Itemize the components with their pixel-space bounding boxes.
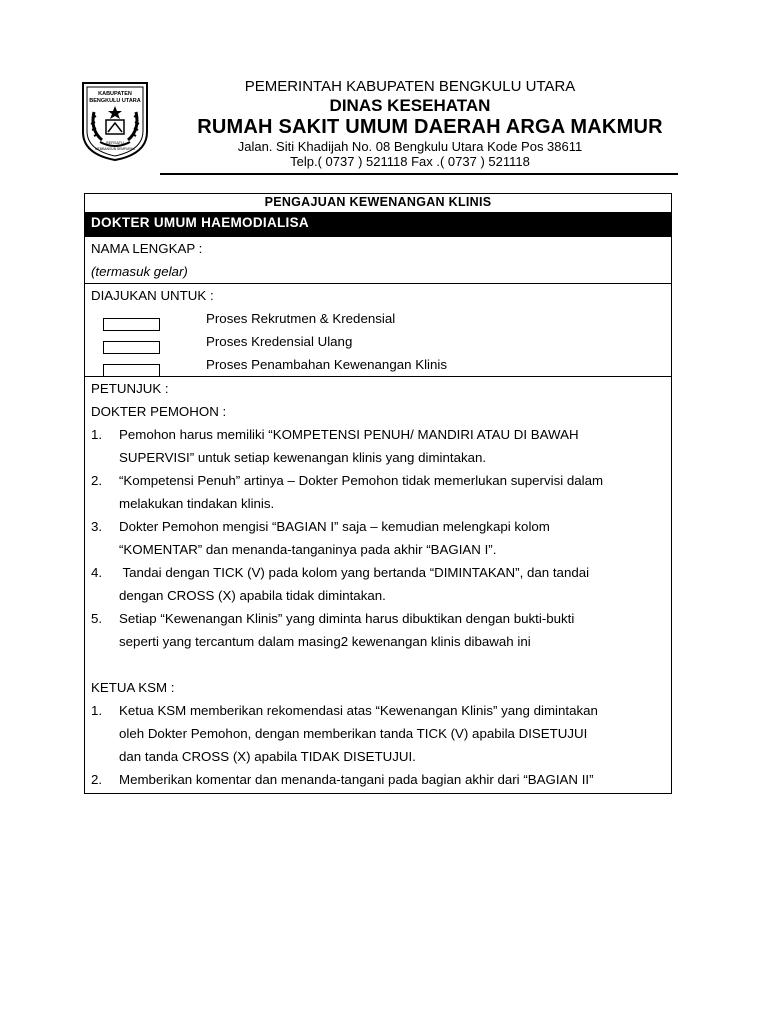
item-number: 1.: [91, 427, 103, 442]
submission-purpose-section: [85, 283, 671, 376]
address: Jalan. Siti Khadijah No. 08 Bengkulu Utara Kode Pos 38611: [237, 139, 583, 154]
instruction-line: SUPERVISI” untuk setiap kewenangan klinis yang dimintakan.: [119, 450, 487, 465]
instruction-line: Dokter Pemohon mengisi “BAGIAN I” saja – kemudian melengkapi kolom: [119, 519, 550, 534]
applicant-instruction-5: [91, 607, 665, 653]
instruction-line: Tandai dengan TICK (V) pada kolom yang bertanda “DIMINTAKAN”, dan tandai: [119, 565, 590, 580]
instruction-line: Ketua KSM memberikan rekomendasi atas “Kewenangan Klinis” yang dimintakan: [119, 703, 598, 718]
applicant-instruction-3: [91, 515, 665, 561]
applicant-instruction-4: [91, 561, 665, 607]
applicant-instruction-2: [91, 469, 665, 515]
emblem-motto-1: BERSATU: [106, 141, 124, 145]
instruction-line: seperti yang tercantum dalam masing2 kewenangan klinis dibawah ini: [119, 634, 531, 649]
option-recruitment[interactable]: [91, 307, 665, 330]
instruction-line: melakukan tindakan klinis.: [119, 496, 275, 511]
option-additional-privilege[interactable]: [91, 353, 665, 376]
name-section: [85, 236, 671, 283]
applicant-instruction-1: [91, 423, 665, 469]
emblem-text-1: KABUPATEN: [98, 91, 132, 97]
emblem-motto-2: MEMBANGUN SEMPURNA: [94, 147, 136, 151]
item-number: 4.: [91, 565, 103, 580]
instructions-section: [85, 376, 671, 793]
item-number: 5.: [91, 611, 103, 626]
agency-name: DINAS KESEHATAN: [329, 96, 491, 115]
ksm-instruction-2: [91, 768, 665, 793]
item-number: 2.: [91, 772, 103, 787]
instructions-label: PETUNJUK :: [91, 381, 169, 396]
instruction-line: dan tanda CROSS (X) apabila TIDAK DISETUJUI.: [119, 749, 416, 764]
option-re-credential[interactable]: [91, 330, 665, 353]
option-label: Proses Penambahan Kewenangan Klinis: [206, 357, 447, 372]
letterhead-divider: [160, 173, 678, 175]
instruction-line: Memberikan komentar dan menanda-tangani pada bagian akhir dari “BAGIAN II”: [119, 772, 594, 787]
checkbox-additional-privilege[interactable]: [103, 364, 160, 377]
ksm-instruction-1: [91, 699, 665, 768]
instruction-line: “Kompetensi Penuh” artinya – Dokter Pemohon tidak memerlukan supervisi dalam: [119, 473, 604, 488]
option-label: Proses Kredensial Ulang: [206, 334, 353, 349]
instruction-line: dengan CROSS (X) apabila tidak dimintakan.: [119, 588, 386, 603]
clinical-privilege-form: [84, 193, 672, 794]
phone-fax: Telp.( 0737 ) 521118 Fax .( 0737 ) 521118: [290, 154, 530, 169]
instruction-line: Pemohon harus memiliki “KOMPETENSI PENUH/ MANDIRI ATAU DI BAWAH: [119, 427, 579, 442]
form-title: PENGAJUAN KEWENANGAN KLINIS: [264, 195, 492, 209]
item-number: 3.: [91, 519, 103, 534]
instruction-line: Setiap “Kewenangan Klinis” yang diminta harus dibuktikan dengan bukti-bukti: [119, 611, 575, 626]
ksm-head-label: KETUA KSM :: [91, 680, 175, 695]
instruction-line: “KOMENTAR” dan menanda-tanganinya pada akhir “BAGIAN I”.: [119, 542, 497, 557]
government-name: PEMERINTAH KABUPATEN BENGKULU UTARA: [244, 78, 576, 95]
full-name-note: (termasuk gelar): [91, 264, 188, 279]
instruction-line: oleh Dokter Pemohon, dengan memberikan tanda TICK (V) apabila DISETUJUI: [119, 726, 588, 741]
letterhead: [0, 0, 768, 180]
applicant-label: DOKTER PEMOHON :: [91, 404, 227, 419]
full-name-label: NAMA LENGKAP :: [91, 241, 203, 256]
hospital-name: RUMAH SAKIT UMUM DAERAH ARGA MAKMUR: [197, 116, 663, 138]
blank-line: [91, 653, 665, 676]
option-label: Proses Rekrutmen & Kredensial: [206, 311, 396, 326]
item-number: 1.: [91, 703, 103, 718]
form-header-bar: DOKTER UMUM HAEMODIALISA: [85, 212, 671, 236]
emblem-text-2: BENGKULU UTARA: [89, 98, 141, 104]
item-number: 2.: [91, 473, 103, 488]
submitted-for-label: DIAJUKAN UNTUK :: [91, 288, 214, 303]
